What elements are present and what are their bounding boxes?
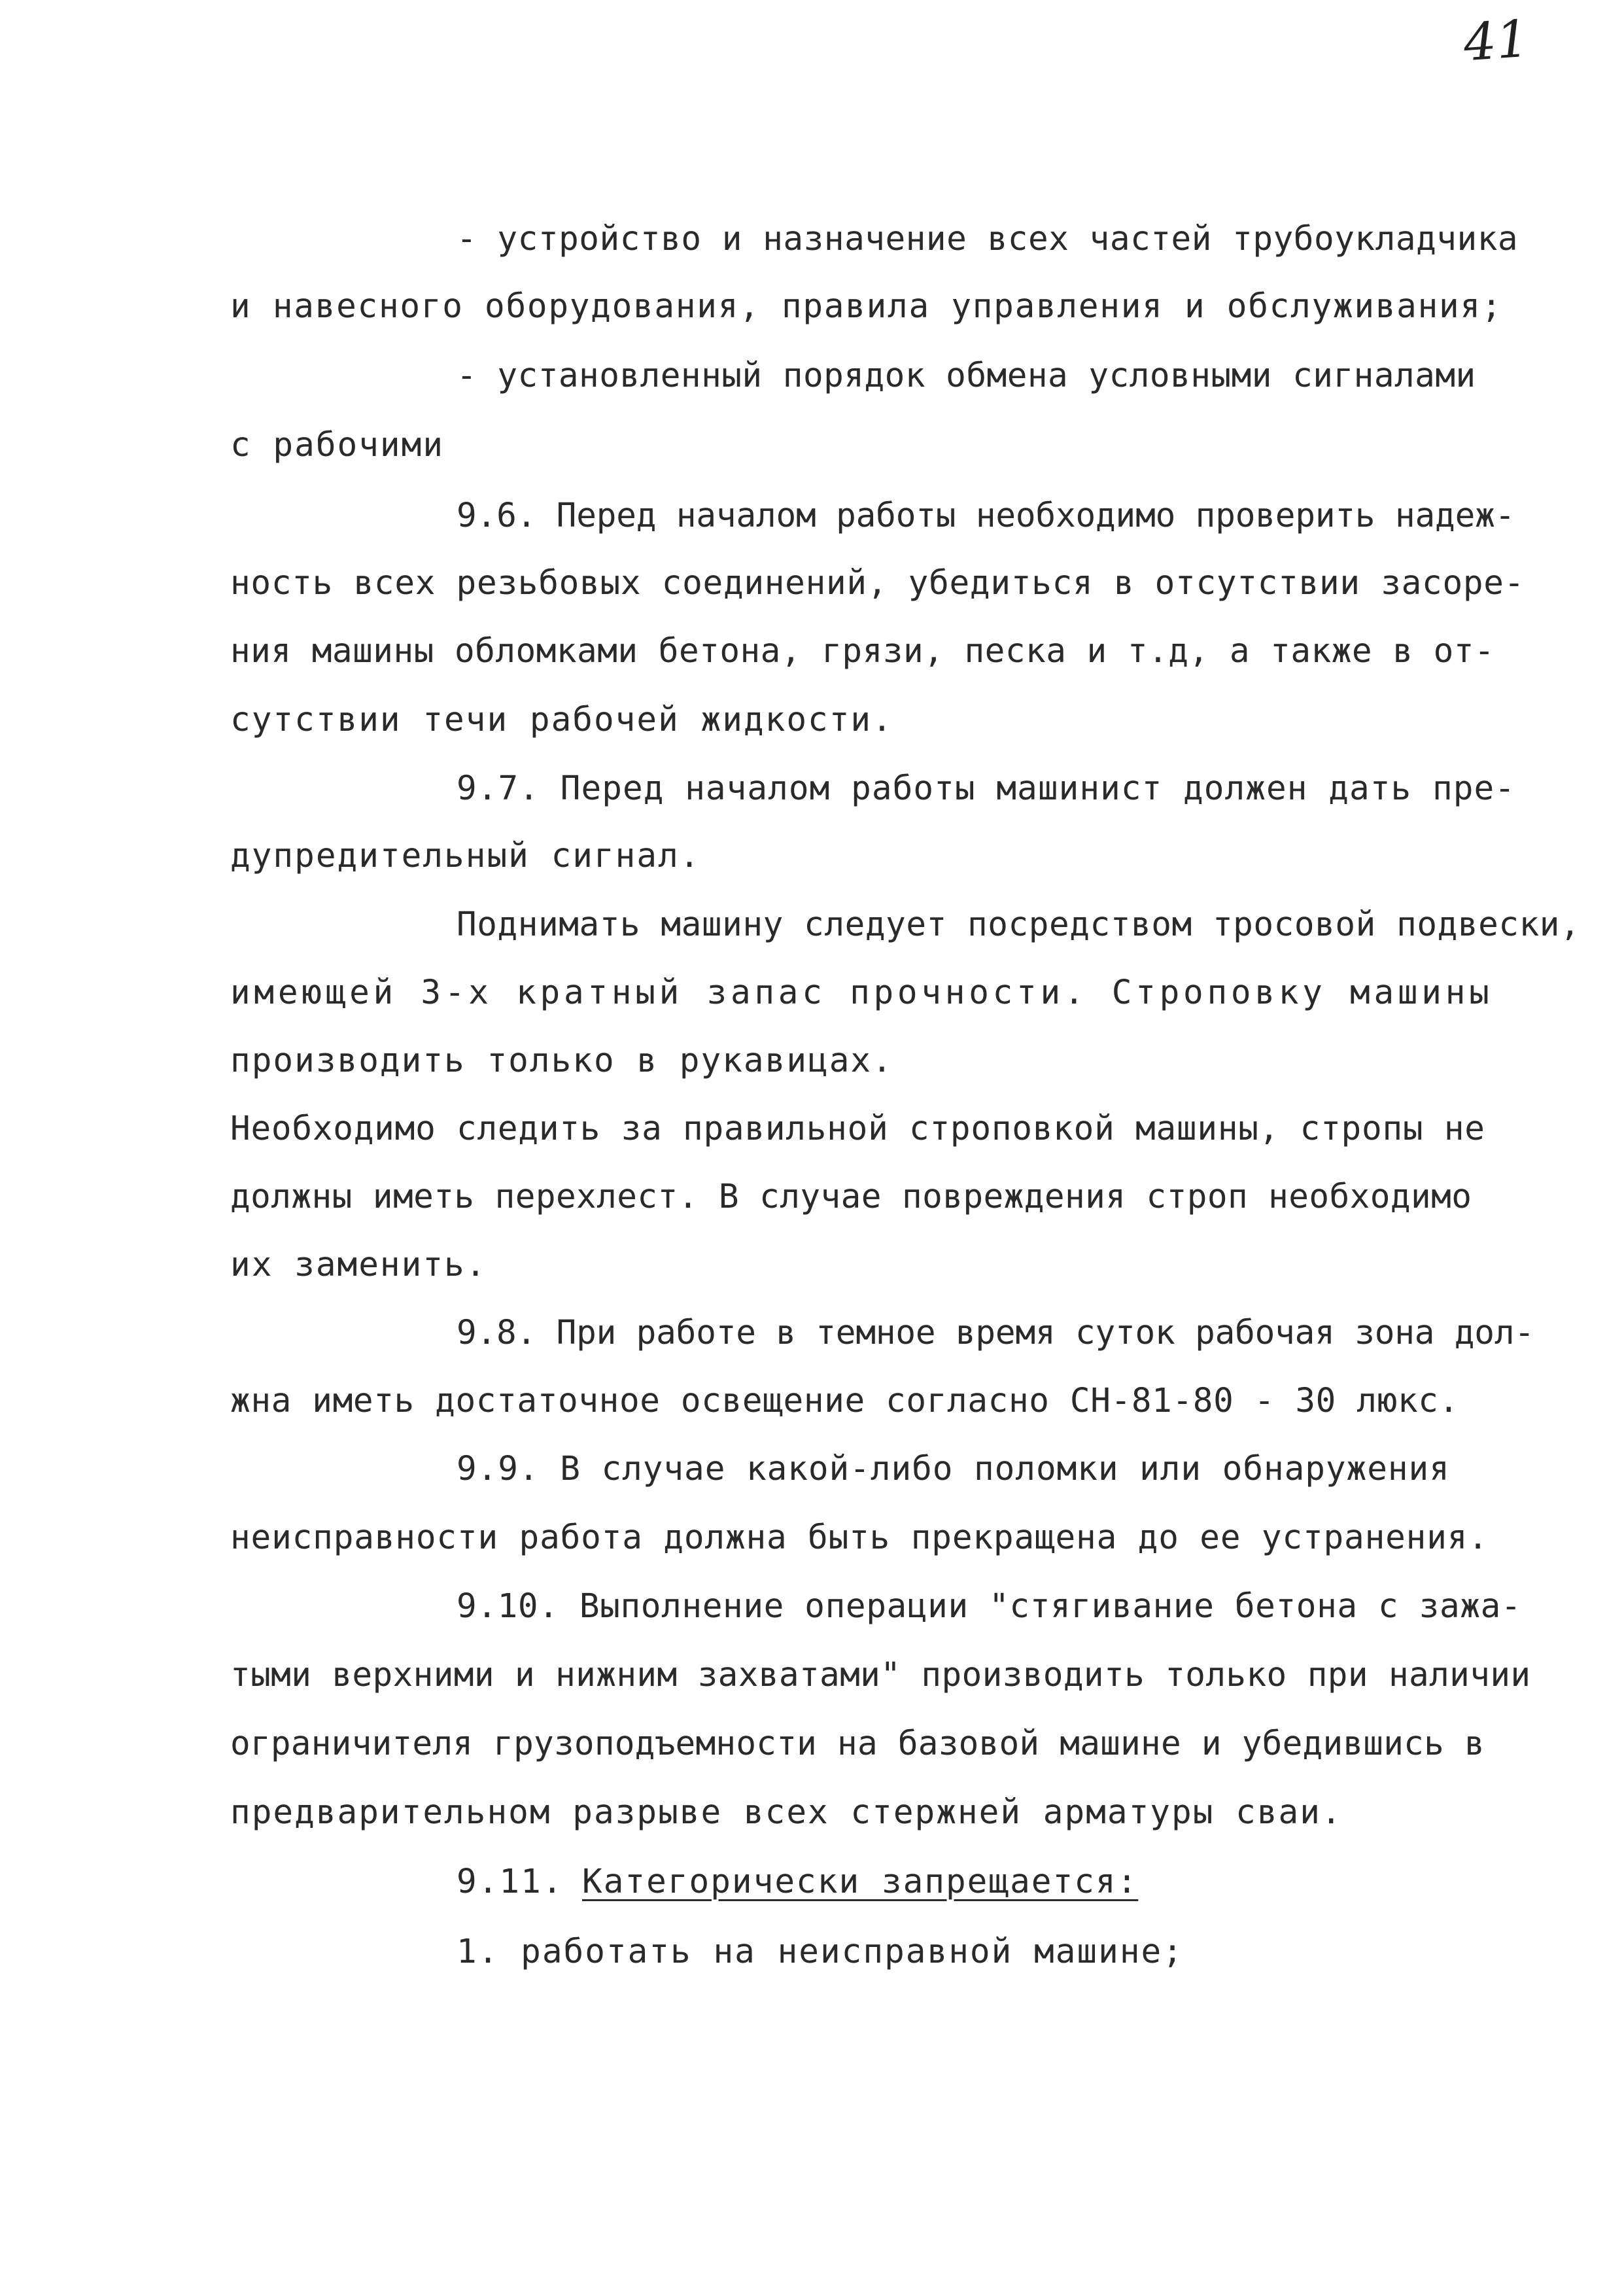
text-line: Поднимать машину следует посредством тросовой подвески, xyxy=(457,905,1581,944)
text-line: ния машины обломками бетона, грязи, песка и т.д, а также в от- xyxy=(230,632,1495,671)
section-heading: Категорически запрещается: xyxy=(582,1863,1139,1901)
text-line: тыми верхними и нижним захватами" производить только при наличии xyxy=(230,1656,1531,1694)
text-line: 9.6. Перед началом работы необходимо проверить надеж- xyxy=(457,497,1515,535)
text-line: сутствии течи рабочей жидкости. xyxy=(230,701,893,739)
text-line: жна иметь достаточное освещение согласно СН-81-80 - 30 люкс. xyxy=(230,1382,1459,1420)
text-line: 9.7. Перед началом работы машинист должен дать пре- xyxy=(457,769,1515,808)
text-line: - устройство и назначение всех частей трубоукладчика xyxy=(457,220,1519,258)
text-line: 9.8. При работе в темное время суток рабочая зона дол- xyxy=(457,1314,1534,1352)
list-item: 1. работать на неисправной машине; xyxy=(457,1933,1184,1971)
text-line: с рабочими xyxy=(230,426,445,464)
text-line: Необходимо следить за правильной строповкой машины, стропы не xyxy=(230,1110,1485,1148)
text-line: дупредительный сигнал. xyxy=(230,837,701,875)
page-number: 41 xyxy=(1461,9,1531,73)
section-number: 9.11. xyxy=(457,1863,564,1901)
text-line: имеющей 3-х кратный запас прочности. Строповку машины xyxy=(230,973,1493,1012)
text-line: неисправности работа должна быть прекращена до ее устранения. xyxy=(230,1518,1489,1557)
text-line: - установленный порядок обмена условными сигналами xyxy=(457,357,1476,395)
text-line: и навесного оборудования, правила управления и обслуживания; xyxy=(230,287,1503,326)
text-line: ность всех резьбовых соединений, убедиться в отсутствии засоре- xyxy=(230,564,1525,603)
text-line: ограничителя грузоподъемности на базовой машине и убедившись в xyxy=(230,1725,1485,1763)
text-line: 9.9. В случае какой-либо поломки или обнаружения xyxy=(457,1450,1450,1488)
text-line: производить только в рукавицах. xyxy=(230,1042,893,1080)
text-line: 9.10. Выполнение операции "стягивание бетона с зажа- xyxy=(457,1587,1522,1626)
text-line: предварительном разрыве всех стержней арматуры сваи. xyxy=(230,1793,1343,1832)
text-line: их заменить. xyxy=(230,1246,487,1284)
text-line: должны иметь перехлест. В случае повреждения строп необходимо xyxy=(230,1178,1472,1216)
